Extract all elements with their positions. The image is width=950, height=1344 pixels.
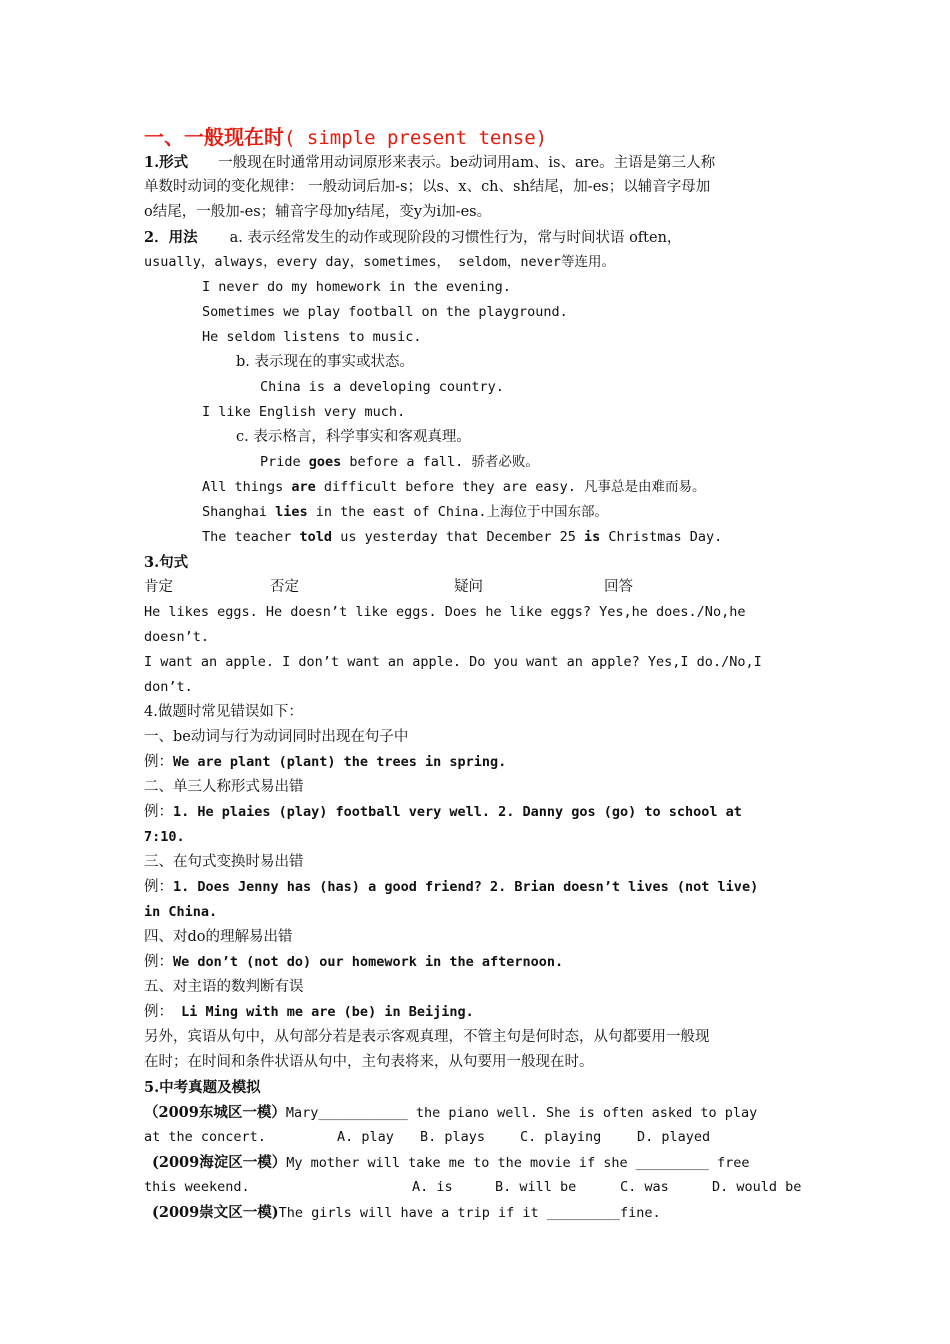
example-c2-part: All things	[202, 479, 292, 495]
question1-option-b: B. plays	[420, 1129, 486, 1145]
example-prefix: 例：	[144, 804, 173, 820]
example-c4-part: us yesterday that December 25	[332, 529, 585, 545]
question3	[152, 1200, 661, 1226]
error4-heading: 四、对do的理解易出错	[144, 929, 293, 945]
error4-sentence: We don’t (not do) our homework in the afternoon.	[173, 954, 564, 970]
example-c4-verb: is	[584, 529, 601, 545]
header-affirmative: 肯定	[144, 579, 173, 595]
question1-line2	[144, 1125, 806, 1150]
section2-line2: usually，always，every day，sometimes， seldom，never等连用。	[144, 254, 615, 270]
question3-text: The girls will have a trip if it _________fine.	[278, 1205, 661, 1221]
question2-option-c: C. was	[620, 1179, 669, 1195]
title-chinese: 一、一般现在时	[144, 125, 284, 149]
example-b2: I like English very much.	[202, 404, 406, 420]
example-c1-verb: goes	[308, 454, 342, 470]
question2-text: My mother will take me to the movie if she _________ free	[286, 1155, 750, 1171]
error5-heading: 五、对主语的数判断有误	[144, 979, 304, 995]
question1-text: Mary___________ the piano well. She is often asked to play	[285, 1105, 758, 1121]
question1	[144, 1100, 757, 1126]
pattern-row1: He likes eggs. He doesn’t like eggs. Does he like eggs? Yes,he does./No,he	[144, 604, 746, 620]
section3-label: 3.句式	[144, 554, 189, 571]
error2-sentence: 1. He plaies (play) football very well. 2. Danny gos (go) to school at	[173, 804, 742, 820]
example-prefix: 例：	[144, 879, 173, 895]
header-answer: 回答	[604, 579, 633, 595]
section1-label: 1.形式	[144, 154, 189, 171]
example-prefix: 例：	[144, 1004, 173, 1020]
example-c4-verb: told	[299, 529, 333, 545]
question1-option-c: C. playing	[520, 1129, 602, 1145]
header-negative: 否定	[270, 579, 299, 595]
example-c2-part: difficult before they are easy. 凡事总是由难而易。	[315, 479, 706, 495]
usage-c: c. 表示格言，科学事实和客观真理。	[236, 429, 471, 445]
question2	[152, 1150, 750, 1176]
section1-line3: o结尾，一般加-es；辅音字母加y结尾，变y为i加-es。	[144, 204, 492, 220]
example-c1-part: before a fall. 骄者必败。	[341, 454, 539, 470]
example-c2	[202, 475, 706, 500]
example-c4	[202, 525, 722, 550]
section2-line1	[144, 225, 681, 251]
header-question: 疑问	[454, 579, 483, 595]
sentence-pattern-headers	[144, 575, 806, 600]
error1-sentence: We are plant (plant) the trees in spring.	[173, 754, 507, 770]
question1-text-cont: at the concert.	[144, 1129, 266, 1145]
example-c2-verb: are	[291, 479, 316, 495]
example-c3-verb: lies	[275, 504, 308, 520]
example-c3	[202, 500, 608, 525]
section1-line1	[144, 150, 715, 176]
example-a3: He seldom listens to music.	[202, 329, 422, 345]
question2-text-cont: this weekend.	[144, 1179, 250, 1195]
section1-text: 一般现在时通常用动词原形来表示。be动词用am、is、are。主语是第三人称	[218, 155, 716, 171]
pattern-row2-cont: don’t.	[144, 679, 193, 695]
example-b1: China is a developing country.	[260, 379, 504, 395]
example-prefix: 例：	[144, 754, 173, 770]
error2-example-cont: 7:10.	[144, 829, 185, 845]
section1-line2: 单数时动词的变化规律： 一般动词后加-s；以s、x、ch、sh结尾，加-es；以辅音字母加	[144, 179, 711, 195]
pattern-row2: I want an apple. I don’t want an apple. Do you want an apple? Yes,I do./No,I	[144, 654, 762, 670]
section5-label: 5.中考真题及模拟	[144, 1079, 261, 1096]
question2-option-b: B. will be	[495, 1179, 577, 1195]
error2-example	[144, 800, 742, 825]
error3-heading: 三、在句式变换时易出错	[144, 854, 304, 870]
usage-b: b. 表示现在的事实或状态。	[236, 354, 414, 370]
note-line2: 在时；在时间和条件状语从句中，主句表将来，从句要用一般现在时。	[144, 1054, 594, 1070]
question2-option-a: A. is	[412, 1179, 453, 1195]
example-c1	[260, 450, 539, 475]
error1-heading: 一、be动词与行为动词同时出现在句子中	[144, 729, 409, 745]
note-line1: 另外，宾语从句中，从句部分若是表示客观真理，不管主句是何时态，从句都要用一般现	[144, 1029, 710, 1045]
section2-text: a. 表示经常发生的动作或现阶段的习惯性行为，常与时间状语 often，	[229, 230, 682, 246]
example-c4-part: Christmas Day.	[600, 529, 723, 545]
example-c3-part: in the east of China.上海位于中国东部。	[307, 504, 608, 520]
error2-heading: 二、单三人称形式易出错	[144, 779, 304, 795]
error5-example	[144, 1000, 474, 1025]
error5-sentence: Li Ming with me are (be) in Beijing.	[173, 1004, 474, 1020]
error1-example	[144, 750, 506, 775]
section2-label: 2．用法	[144, 229, 198, 246]
question1-option-a: A. play	[337, 1129, 394, 1145]
question1-option-d: D. played	[637, 1129, 711, 1145]
pattern-row1-cont: doesn’t.	[144, 629, 210, 645]
question2-source: (2009海淀区一模）	[152, 1154, 287, 1171]
page-title	[144, 123, 547, 152]
section4-label: 4.做题时常见错误如下：	[144, 704, 303, 720]
error3-example	[144, 875, 758, 900]
error3-example-cont: in China.	[144, 904, 218, 920]
example-a1: I never do my homework in the evening.	[202, 279, 511, 295]
error4-example	[144, 950, 563, 975]
question2-option-d: D. would be	[712, 1179, 802, 1195]
question3-source: (2009崇文区一模)	[152, 1204, 279, 1221]
question1-source: （2009东城区一模）	[144, 1104, 286, 1121]
example-a2: Sometimes we play football on the playground.	[202, 304, 568, 320]
title-english: ( simple present tense)	[284, 127, 548, 149]
example-c4-part: The teacher	[202, 529, 300, 545]
example-c3-part: Shanghai	[202, 504, 276, 520]
question2-line2	[144, 1175, 806, 1200]
example-c1-part: Pride	[260, 454, 309, 470]
error3-sentence: 1. Does Jenny has (has) a good friend? 2. Brian doesn’t lives (not live)	[173, 879, 759, 895]
example-prefix: 例：	[144, 954, 173, 970]
